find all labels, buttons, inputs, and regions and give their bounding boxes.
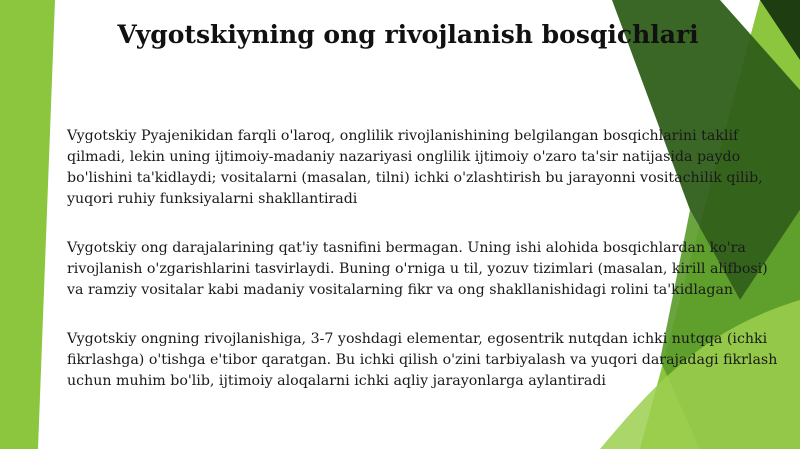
paragraph-1: Vygotskiy Pyajenikidan farqli o'laroq, onglilik rivojlanishining belgilangan bosqichlarini taklif qilmadi, lekin uning ijtimoiy-madaniy nazariyasi onglilik ijtimoiy o'zaro ta'sir natijasida paydo bo'lishini ta'kidlaydi; vositalarni (masalan, tilni) ichki o'zlashtirish bu jarayonni vositachilik qilib, yuqori ruhiy funksiyalarni shakllantiradi [67,128,763,207]
left-green-band [0,0,55,449]
paragraph-3: Vygotskiy ongning rivojlanishiga, 3-7 yoshdagi elementar, egosentrik nutqdan ichki nutqqa (ichki fikrlashga) o'tishga e'tibor qaratgan. Bu ichki qilish o'zini tarbiyalash va yuqori darajadagi fikrlash uchun muhim bo'lib, ijtimoiy aloqalarni ichki aqliy jarayonlarga aylantiradi [67,331,778,389]
slide-title: Vygotskiyning ong rivojlanish bosqichlari [117,20,699,49]
slide-body [67,126,787,420]
paragraph-2: Vygotskiy ong darajalarining qat'iy tasnifini bermagan. Uning ishi alohida bosqichlardan ko'ra rivojlanish o'zgarishlarini tasvirlaydi. Buning o'rniga u til, yozuv tizimlari (masalan, kirill alifbosi) va ramziy vositalar kabi madaniy vositalarning fikr va ong shakllanishidagi rolini ta'kidlagan [67,240,768,298]
